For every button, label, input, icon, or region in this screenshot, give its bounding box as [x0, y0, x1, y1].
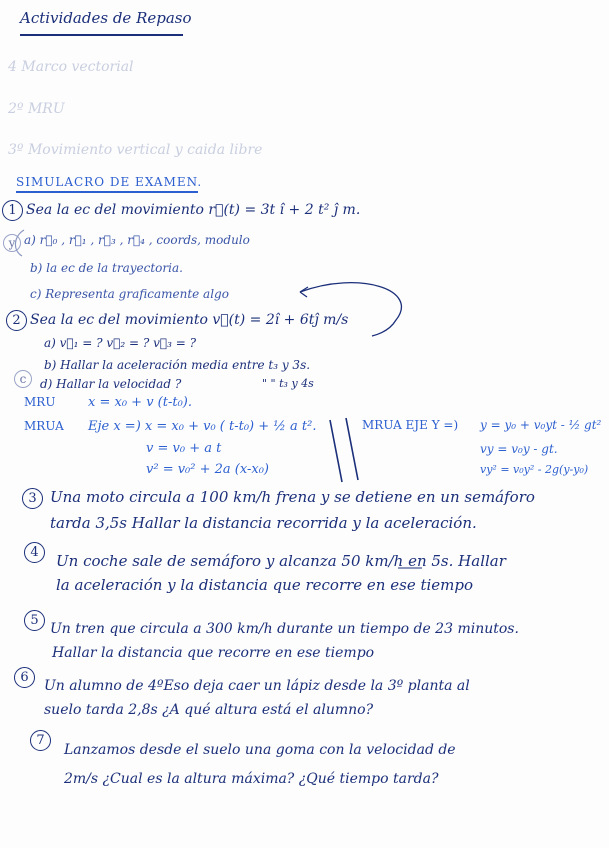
q2-check-mark: c: [14, 370, 32, 388]
question-number-1: 1: [2, 200, 23, 221]
q1-part-b: b) la ec de la trayectoria.: [30, 261, 183, 275]
q2-part-d-tail: " " t₃ y 4s: [262, 377, 314, 390]
q2-part-d: d) Hallar la velocidad ?: [40, 377, 182, 391]
mru-equation: x = x₀ + v (t-t₀).: [88, 395, 192, 410]
question-number-6: 6: [14, 667, 35, 688]
q5-line-1: Un tren que circula a 300 km/h durante un tiempo de 23 minutos.: [50, 621, 519, 637]
q1-part-c: c) Representa graficamente algo: [30, 287, 229, 301]
mrua-y-equation-3: vy² = v₀y² - 2g(y-y₀): [480, 463, 589, 476]
q2-part-a: a) v⃗₁ = ? v⃗₂ = ? v⃗₃ = ?: [44, 336, 197, 350]
q1-part-a: a) r⃗₀ , r⃗₁ , r⃗₃ , r⃗₄ , coords, modulo: [24, 233, 250, 247]
question-number-7: 7: [30, 730, 51, 751]
arrow-stroke: [300, 283, 401, 336]
q1-statement: Sea la ec del movimiento r⃗(t) = 3t î + 2 t² ĵ m.: [26, 202, 361, 218]
q7-line-1: Lanzamos desde el suelo una goma con la velocidad de: [64, 742, 456, 758]
q7-line-2: 2m/s ¿Cual es la altura máxima? ¿Qué tiempo tarda?: [64, 771, 439, 787]
faded-item-3: 3º Movimiento vertical y caida libre: [8, 142, 263, 158]
bracket-stroke: [15, 230, 24, 256]
q6-line-1: Un alumno de 4ºEso deja caer un lápiz desde la 3º planta al: [44, 678, 470, 694]
mru-label: MRU: [24, 395, 56, 409]
arrow-head: [300, 287, 308, 297]
mrua-label: MRUA: [24, 419, 64, 433]
q6-line-2: suelo tarda 2,8s ¿A qué altura está el alumno?: [44, 702, 374, 718]
question-number-5: 5: [24, 610, 45, 631]
mrua-y-equation-1: y = y₀ + v₀yt - ½ gt²: [480, 418, 602, 432]
mrua-y-label: MRUA EJE Y =): [362, 418, 459, 432]
page-title: Actividades de Repaso: [20, 9, 192, 27]
question-number-3: 3: [22, 488, 43, 509]
simulacro-title: SIMULACRO DE EXAMEN.: [16, 175, 203, 189]
faded-item-2: 2º MRU: [8, 101, 65, 117]
q4-line-1: Un coche sale de semáforo y alcanza 50 km/h en 5s. Hallar: [56, 552, 506, 570]
mrua-equation-3: v² = v₀² + 2a (x-x₀): [146, 462, 269, 477]
q5-line-2: Hallar la distancia que recorre en ese tiempo: [52, 645, 375, 661]
q1-check-mark: y: [3, 234, 21, 252]
mrua-equation-1: Eje x =) x = x₀ + v₀ ( t-t₀) + ½ a t².: [88, 419, 317, 434]
q4-line-2: la aceleración y la distancia que recorre en ese tiempo: [56, 576, 474, 594]
q3-line-1: Una moto circula a 100 km/h frena y se detiene en un semáforo: [50, 488, 535, 506]
mrua-equation-2: v = v₀ + a t: [146, 441, 222, 456]
q3-line-2: tarda 3,5s Hallar la distancia recorrida y la aceleración.: [50, 514, 477, 532]
question-number-2: 2: [6, 310, 27, 331]
mrua-y-equation-2: vy = v₀y - gt.: [480, 442, 558, 456]
q2-statement: Sea la ec del movimiento v⃗(t) = 2î + 6tĵ m/s: [30, 312, 349, 328]
question-number-4: 4: [24, 542, 45, 563]
faded-item-1: 4 Marco vectorial: [8, 59, 134, 75]
formula-separator: [330, 418, 358, 482]
q2-part-b: b) Hallar la aceleración media entre t₃ y 3s.: [44, 358, 311, 372]
